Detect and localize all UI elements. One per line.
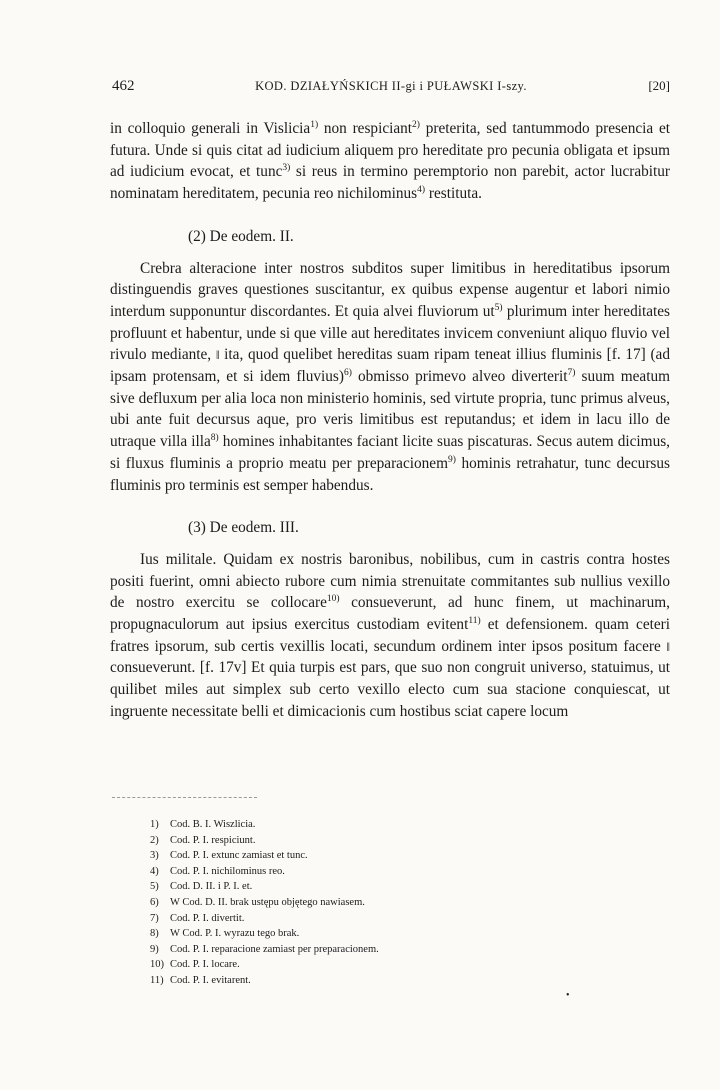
footnote-text: Cod. P. I. extunc zamiast et tunc. — [170, 850, 308, 862]
footnote-text: W Cod. P. I. wyrazu tego brak. — [170, 928, 300, 940]
section-reference: [20] — [648, 78, 670, 93]
folio-break-marker: ‖ — [666, 638, 670, 654]
footnote-number: 5) — [150, 881, 159, 893]
footnote-ref: 2) — [412, 119, 420, 130]
footnote — [150, 942, 630, 958]
footnote-number: 10) — [150, 959, 164, 971]
footnote-text: Cod. P. I. evitarent. — [170, 974, 251, 986]
footnote-number: 11) — [150, 974, 164, 986]
footnote-separator — [112, 797, 257, 798]
footnote-text: Cod. P. I. nichilominus reo. — [170, 865, 285, 877]
footnote-text: W Cod. D. II. brak ustępu objętego nawiasem. — [170, 896, 365, 908]
footnote-ref: 5) — [494, 302, 503, 313]
section-2-paragraph: Crebra alteracione inter nostros subditos super limitibus in hereditatibus ipsorum distinguendis graves questiones suscitantur, ex quibus expense augentur et labori nimio interdum supponuntur discordantes. Et quia alvei fluviorum ut$^{5)}$ plurimum inter hereditates profluunt et habentur, unde si que ville aut hereditates invicem conveniunt aliquo fluvio vel rivulo mediante, ‖ ita, quod quelibet hereditas suam ripam teneat illius fluminis [f. 17] (ad ipsam protensam, et si idem fluvius)$^{6)}$ obmisso primevo alveo diverterit$^{7)}$ suum meatum sive defluxum per alia loca non ministerio hominis, sed virtute propria, tunc primus alveus, ubi ante fuit decursus aque, pro veris limitibus est reputandus; et idem in lacu illo de utraque villa illa$^{8)}$ homines inhabitantes faciant licite suas piscaturas. Secus autem dicimus, si fluxus fluminis a proprio meatu per preparacionem$^{9)}$ hominis retrahatur, tunc decursus fluminis pro terminis est semper habendus. — [110, 259, 671, 494]
footnote-ref: 3) — [282, 163, 291, 174]
footnote — [150, 973, 630, 989]
footnote-ref: 6) — [343, 367, 352, 378]
footnote-number: 9) — [150, 943, 159, 955]
section-heading-3: (3) De eodem. III. — [188, 519, 299, 537]
footnote-ref: 10) — [326, 594, 340, 605]
footnote-number: 3) — [150, 850, 159, 862]
footnote-number: 2) — [150, 834, 159, 846]
running-title: KOD. DZIAŁYŃSKICH II-gi i PUŁAWSKI I-szy. — [255, 79, 527, 93]
footnote-number: 6) — [150, 896, 159, 908]
footnote-ref: 11) — [468, 615, 481, 626]
footnote-number: 4) — [150, 865, 159, 877]
footnote-ref: 7) — [567, 367, 576, 378]
footnote-text: Cod. P. I. respiciunt. — [170, 834, 256, 846]
footnote — [150, 833, 630, 849]
folio-reference: [f. 17v] — [199, 659, 247, 677]
footnote-number: 1) — [150, 819, 159, 830]
footnote-number: 8) — [150, 928, 159, 940]
footnote — [150, 879, 630, 895]
page-header — [112, 78, 670, 102]
footnotes — [150, 817, 630, 989]
folio-break-marker: ‖ — [215, 347, 220, 363]
footnote — [150, 957, 630, 973]
page-number: 462 — [112, 78, 135, 94]
folio-reference: [f. 17] — [606, 346, 646, 364]
footnote — [150, 864, 630, 880]
intro-paragraph: in colloquio generali in Vislicia$^{1)}$ non respiciant$^{2)}$ preterita, sed tantummodo presencia et futura. Unde si quis citat ad iudicium aliquem pro hereditate pro pecunia obligata et ipsum ad iudicium evocat, et tunc$^{3)}$ si reus in termino peremptorio non parebit, actor lucrabitur nominatam hereditatem, pecunia reo nichilominus$^{4)}$ restituta. — [110, 119, 671, 203]
section-heading-2: (2) De eodem. II. — [188, 227, 294, 245]
footnote — [150, 926, 630, 942]
ink-spot-mark: • — [566, 990, 570, 1001]
main-text — [110, 118, 670, 723]
footnote-text: Cod. P. I. reparacione zamiast per preparacionem. — [170, 943, 379, 955]
footnote-text: Cod. D. II. i P. I. et. — [170, 881, 253, 893]
footnote-number: 7) — [150, 912, 159, 924]
footnote — [150, 911, 630, 927]
footnote — [150, 848, 630, 864]
footnote — [150, 895, 630, 911]
section-3-paragraph: Ius militale. Quidam ex nostris baronibus, nobilibus, cum in castris contra hostes positi fuerint, omni abiecto rubore cum nimia strenuitate commitantes sub nullius vexillo de nostro exercitu se collocare$^{10)}$ consueverunt, ad hunc finem, ut machinarum, propugnaculorum aut ipsius exercitus custodiam evitent$^{11)}$ et defensionem. quam ceteri fratres ipsorum, sub certis vexillis locati, secundum ordinem inter ipsos positum facere ‖ consueverunt. [f. 17v] Et quia turpis est pars, que suo non congruit universo, statuimus, ut quilibet miles aut simplex sub certo vexillo electo cum sua stacione conquiescat, ut ingruente necessitate belli et dimicacionis cum hostibus sciat capere locum — [110, 550, 671, 720]
footnote-ref: 8) — [210, 433, 219, 444]
footnote-text: Cod. P. I. locare. — [170, 959, 240, 971]
footnote-ref: 1) — [310, 119, 319, 130]
footnote-ref: 4) — [417, 185, 426, 196]
footnote — [150, 817, 630, 833]
footnote-ref: 9) — [447, 454, 456, 465]
footnote-text: Cod. B. I. Wiszlicia. — [170, 819, 256, 830]
footnote-text: Cod. P. I. divertit. — [170, 912, 245, 924]
